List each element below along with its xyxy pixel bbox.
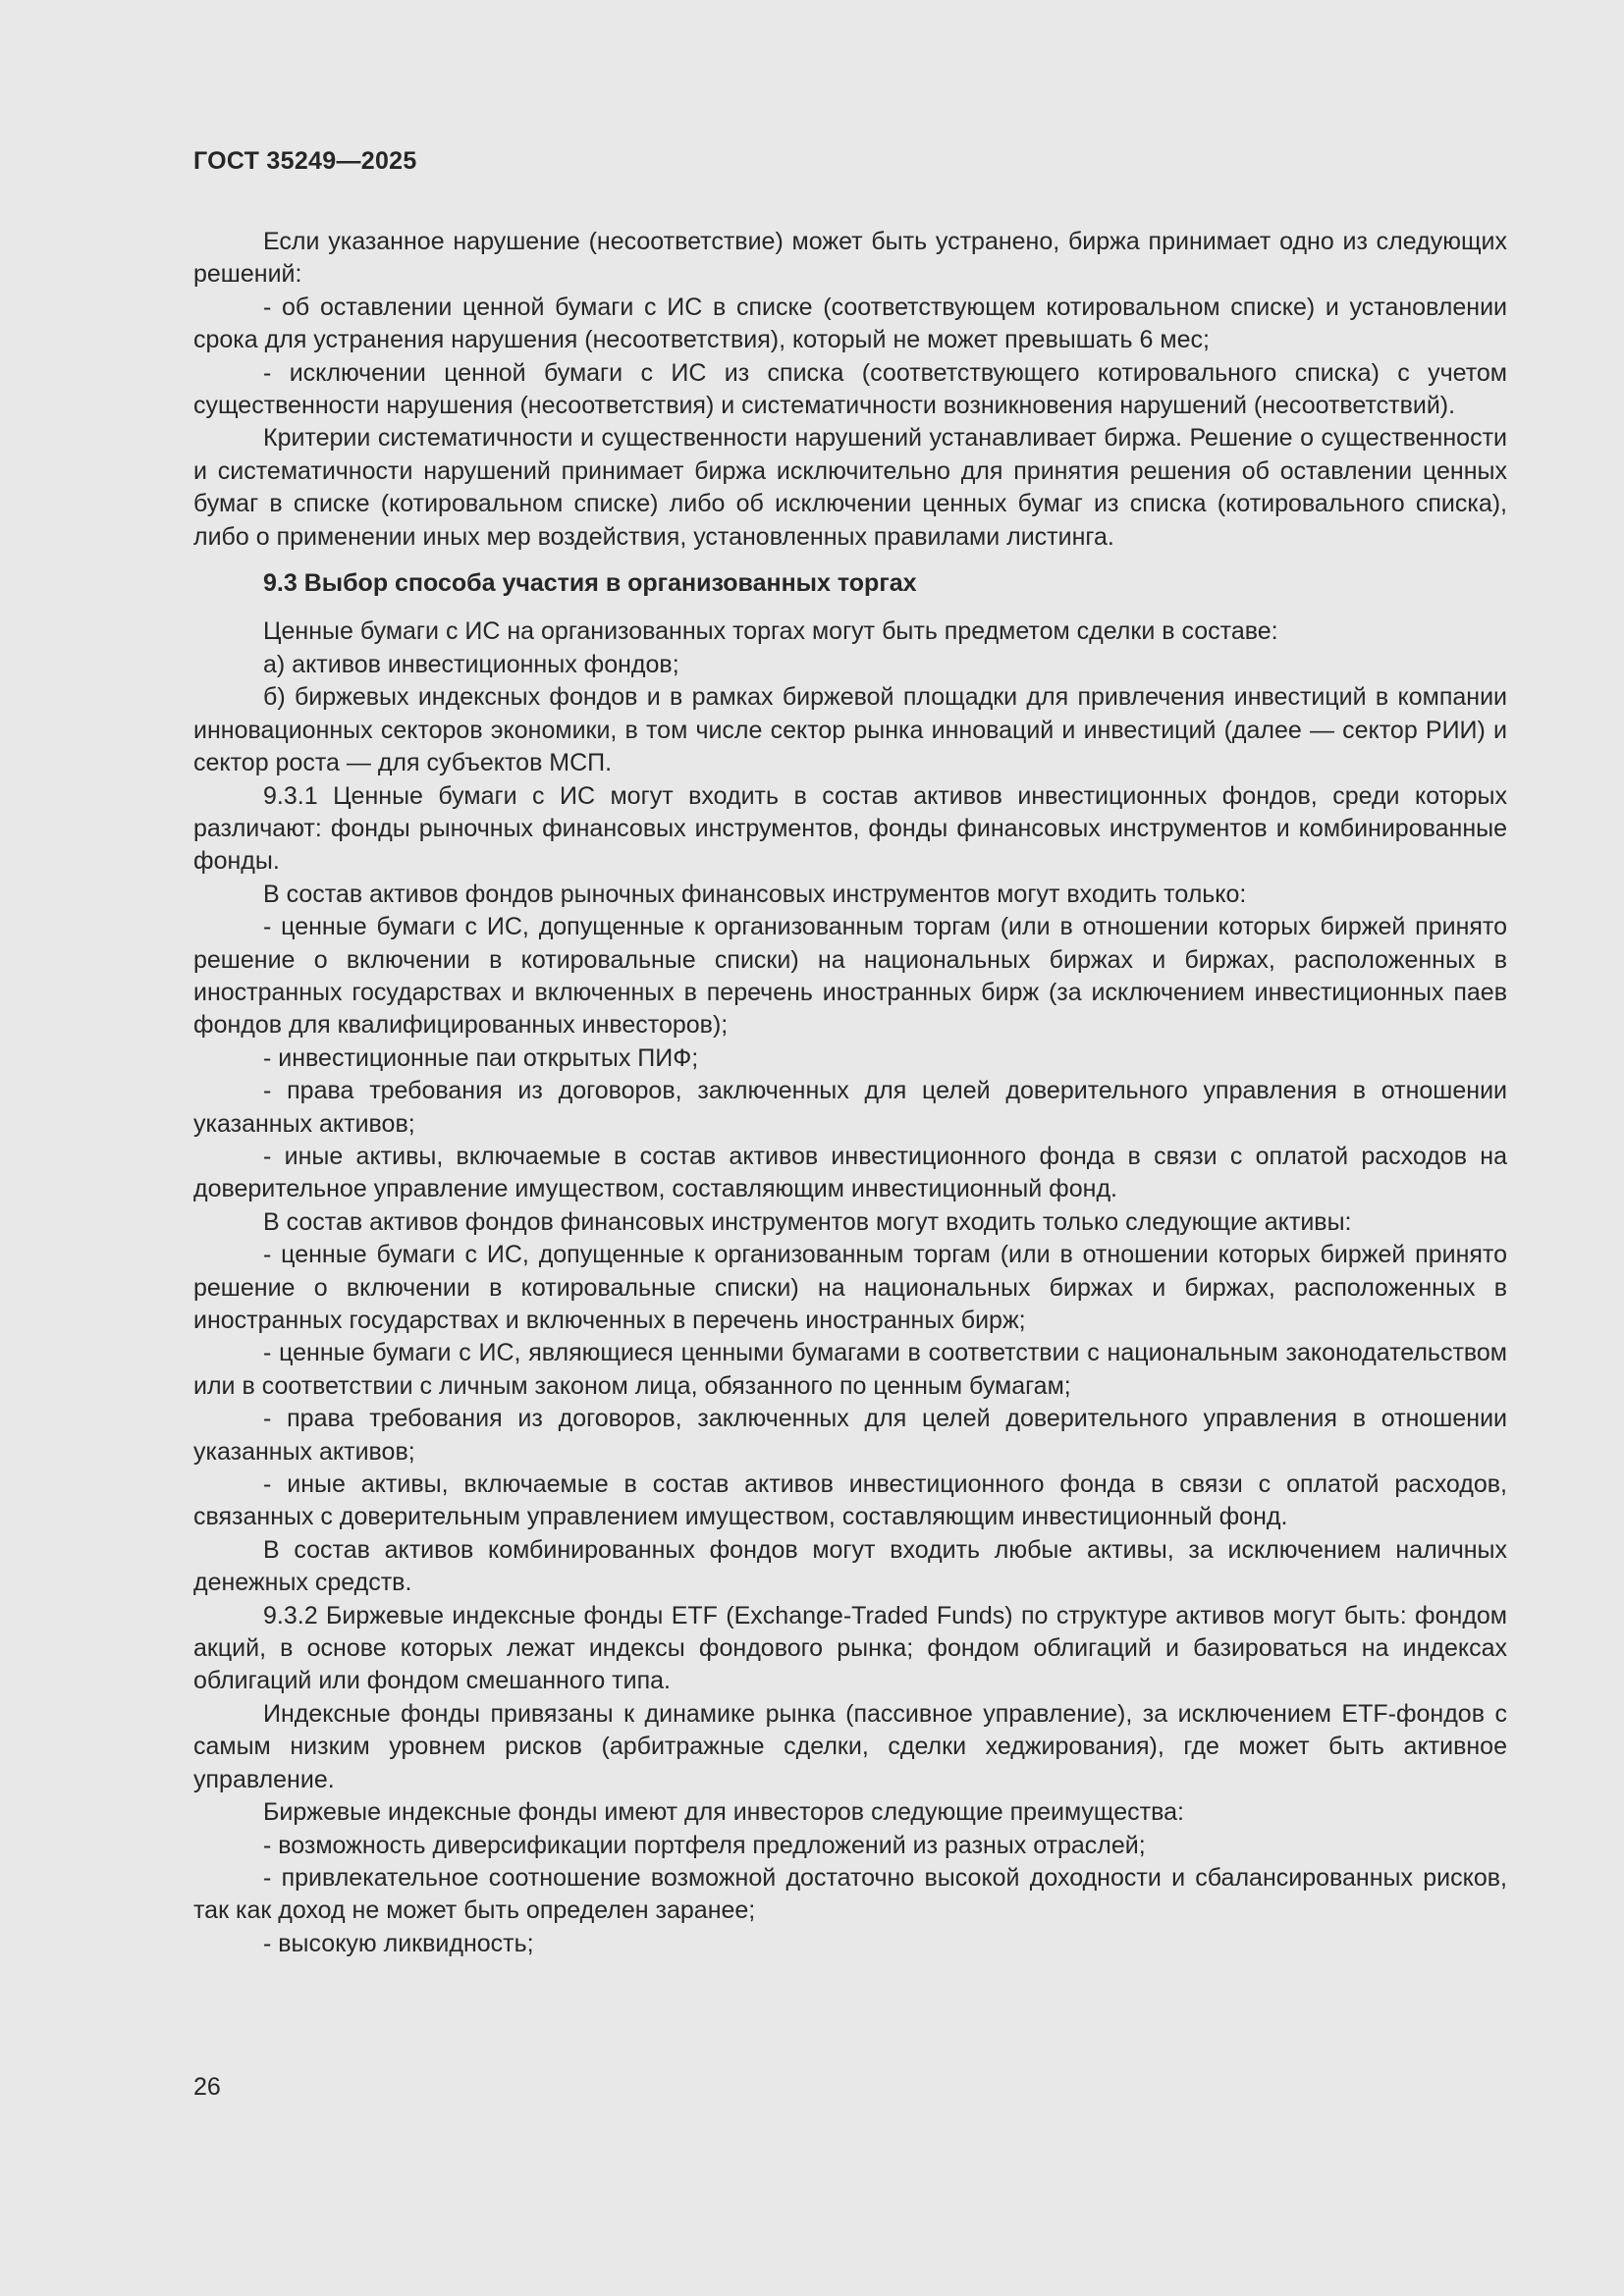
list-item: - иные активы, включаемые в состав активов инвестиционного фонда в связи с оплатой расходов, связанных с доверительным управлением имуществом, составляющим инвестиционный фонд. bbox=[193, 1470, 1507, 1531]
list-item: - высокую ликвидность; bbox=[263, 1929, 534, 1957]
paragraph: В состав активов фондов рыночных финансовых инструментов могут входить только: bbox=[263, 880, 1247, 908]
page-number: 26 bbox=[193, 2073, 221, 2101]
section-heading: 9.3 Выбор способа участия в организованных торгах bbox=[263, 569, 917, 598]
paragraph: Критерии систематичности и существенности нарушений устанавливает биржа. Решение о существенности и систематичности нарушений принимает биржа исключительно для принятия решения об оставлении ценных бумаг в списке (котировальном списке) либо об исключении ценных бумаг из списка (котировального списка), либо о применении иных мер воздействия, установленных правилами листинга. bbox=[193, 424, 1507, 551]
paragraph: 9.3.2 Биржевые индексные фонды ETF (Exchange-Traded Funds) по структуре активов могут быть: фондом акций, в основе которых лежат индексы фондового рынка; фондом облигаций и базироваться на индексах облигаций или фондом смешанного типа. bbox=[193, 1601, 1507, 1695]
document-body bbox=[193, 226, 1507, 1960]
document-header: ГОСТ 35249—2025 bbox=[193, 147, 417, 175]
list-item: - ценные бумаги с ИС, допущенные к организованным торгам (или в отношении которых биржей принято решение о включении в котировальные списки) на национальных биржах и биржах, расположенных в иностранных государствах и включенных в перечень иностранных бирж; bbox=[193, 1241, 1507, 1334]
paragraph: 9.3.1 Ценные бумаги с ИС могут входить в состав активов инвестиционных фондов, среди которых различают: фонды рыночных финансовых инструментов, фонды финансовых инструментов и комбинированные фонды. bbox=[193, 781, 1507, 876]
list-item: - инвестиционные паи открытых ПИФ; bbox=[263, 1043, 699, 1072]
list-item: б) биржевых индексных фондов и в рамках биржевой площадки для привлечения инвестиций в компании инновационных секторов экономики, в том числе сектор рынка инноваций и инвестиций (далее — сектор РИИ) и сектор роста — для субъектов МСП. bbox=[193, 683, 1507, 777]
list-item: а) активов инвестиционных фондов; bbox=[263, 650, 679, 678]
list-item: - привлекательное соотношение возможной достаточно высокой доходности и сбалансированных рисков, так как доход не может быть определен заранее; bbox=[193, 1863, 1507, 1925]
paragraph: Индексные фонды привязаны к динамике рынка (пассивное управление), за исключением ETF-фондов с самым низким уровнем рисков (арбитражные сделки, сделки хеджирования), где может быть активное управление. bbox=[193, 1699, 1507, 1793]
list-item: - права требования из договоров, заключенных для целей доверительного управления в отношении указанных активов; bbox=[193, 1405, 1507, 1466]
list-item: - иные активы, включаемые в состав активов инвестиционного фонда в связи с оплатой расходов на доверительное управление имуществом, составляющим инвестиционный фонд. bbox=[193, 1142, 1507, 1203]
list-item: - исключении ценной бумаги с ИС из списка (соответствующего котировального списка) с учетом существенности нарушения (несоответствия) и систематичности возникновения нарушений (несоответствий). bbox=[193, 358, 1507, 420]
list-item: - ценные бумаги с ИС, являющиеся ценными бумагами в соответствии с национальным законодательством или в соответствии с личным законом лица, обязанного по ценным бумагам; bbox=[193, 1339, 1507, 1400]
list-item: - возможность диверсификации портфеля предложений из разных отраслей; bbox=[263, 1831, 1146, 1859]
paragraph: В состав активов комбинированных фондов могут входить любые активы, за исключением наличных денежных средств. bbox=[193, 1535, 1507, 1597]
list-item: - об оставлении ценной бумаги с ИС в списке (соответствующем котировальном списке) и установлении срока для устранения нарушения (несоответствия), который не может превышать 6 мес; bbox=[193, 293, 1507, 354]
paragraph: Если указанное нарушение (несоответствие) может быть устранено, биржа принимает одно из следующих решений: bbox=[193, 228, 1507, 289]
list-item: - права требования из договоров, заключенных для целей доверительного управления в отношении указанных активов; bbox=[193, 1077, 1507, 1138]
paragraph: Ценные бумаги с ИС на организованных торгах могут быть предметом сделки в составе: bbox=[263, 617, 1278, 646]
list-item: - ценные бумаги с ИС, допущенные к организованным торгам (или в отношении которых биржей принято решение о включении в котировальные списки) на национальных биржах и биржах, расположенных в иностранных государствах и включенных в перечень иностранных бирж (за исключением инвестиционных паев фондов для квалифицированных инвесторов); bbox=[193, 913, 1507, 1040]
paragraph: В состав активов фондов финансовых инструментов могут входить только следующие активы: bbox=[263, 1207, 1352, 1236]
paragraph: Биржевые индексные фонды имеют для инвесторов следующие преимущества: bbox=[263, 1798, 1184, 1827]
